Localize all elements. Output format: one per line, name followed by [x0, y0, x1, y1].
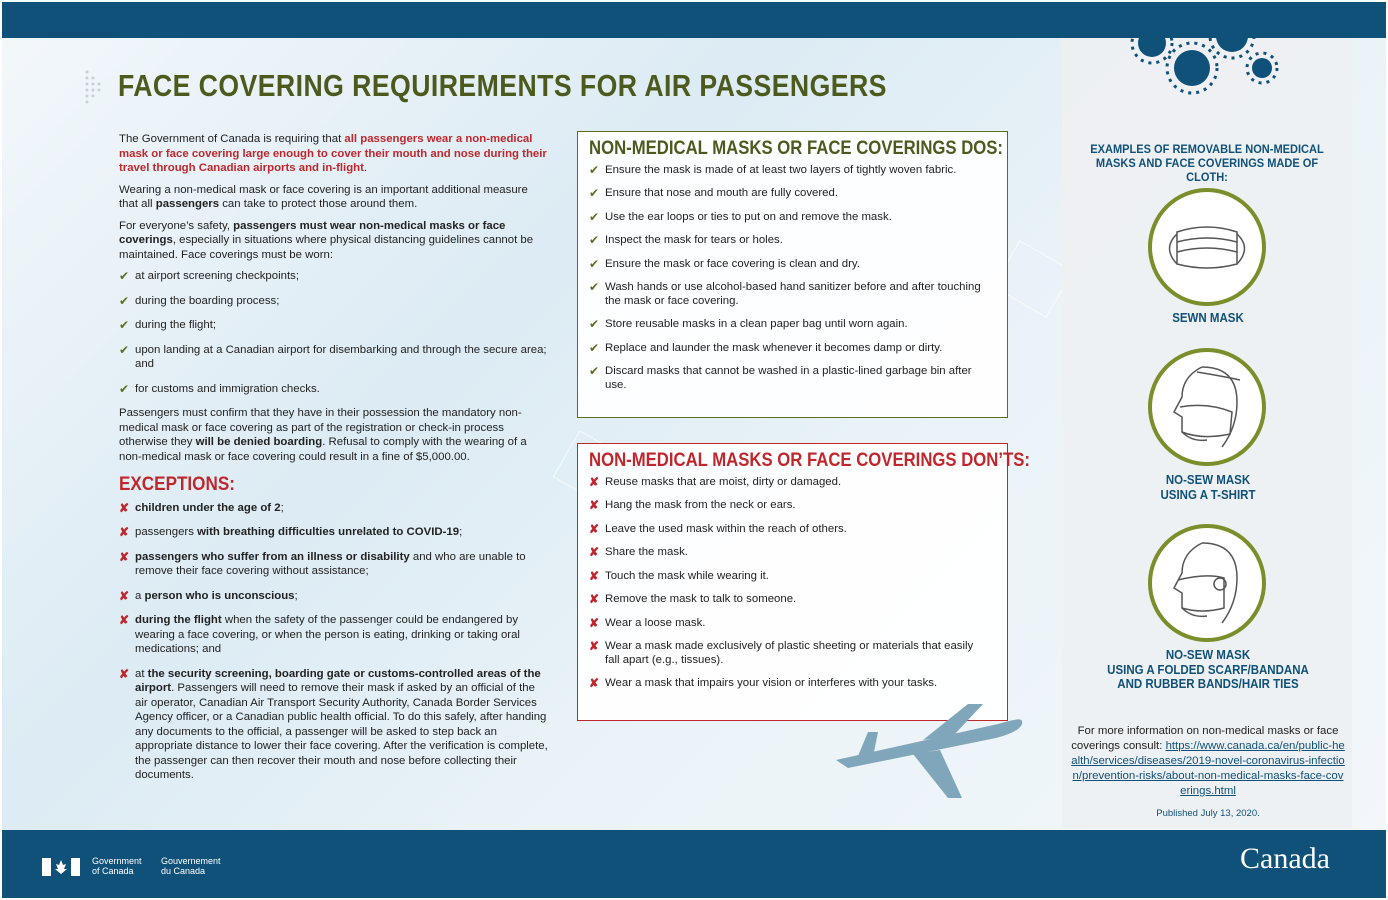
- text: a: [135, 589, 145, 602]
- more-info-link[interactable]: https://www.canada.ca/en/public-health/services/diseases/2019-novel-coronavirus-infection/prevention-risks/about-non-medical-masks-face-coverings.html: [1071, 740, 1345, 797]
- list-item: [589, 234, 987, 248]
- canada-flag-icon: [42, 858, 80, 876]
- caption-line: USING A FOLDED SCARF/BANDANA: [1107, 662, 1309, 677]
- published-date: Published July 13, 2020.: [1156, 808, 1260, 819]
- highlight-text: all passengers wear a non-medical mask or face covering large enough to cover their mouth and nose during their travel through Canadian airports and in-flight: [119, 133, 547, 174]
- list-item: [119, 269, 549, 284]
- sewn-mask-icon: [1152, 192, 1262, 302]
- list-item: [589, 342, 987, 356]
- page-title: FACE COVERING REQUIREMENTS FOR AIR PASSENGERS: [118, 68, 887, 103]
- dos-list: [589, 164, 987, 393]
- checkmark-icon: ✔: [119, 318, 130, 332]
- checkmark-icon: ✔: [589, 256, 600, 271]
- list-item: [119, 382, 549, 397]
- checkmark-icon: ✔: [119, 293, 130, 308]
- cross-icon: ✘: [589, 615, 600, 630]
- examples-heading: EXAMPLES OF REMOVABLE NON-MEDICAL MASKS AND FACE COVERINGS MADE OF CLOTH:: [1090, 142, 1324, 184]
- airplane-icon: [828, 702, 1028, 802]
- text: at: [135, 667, 148, 680]
- list-item: [589, 476, 987, 490]
- cross-icon: ✘: [589, 676, 600, 690]
- virus-icon: [1122, 8, 1282, 98]
- text: . Passengers will need to remove their mask if asked by an official of the air operator, Canadian Air Transport Security Authority, Canada Border Services Agency officer, or a Canadian public health official. To do this safely, after handing any documents to the official, a passenger will be asked to step back an appropriate distance to lower their face covering. After the verification is complete, the passenger can then recover their mouth and nose before collecting their documents.: [135, 682, 548, 781]
- bold-text: person who is unconscious: [144, 589, 295, 602]
- list-item: [119, 343, 549, 372]
- gov-signature-fr: [161, 856, 221, 876]
- text: . Refusal to comply with the wearing of a non-medical mask or face covering could result in a fine of $5,000.00.: [119, 436, 527, 463]
- more-info-text: For more information on non-medical masks or face coverings consult:: [1071, 725, 1339, 752]
- list-item-text: Remove the mask to talk to someone.: [605, 593, 797, 605]
- list-item-text: during the boarding process;: [135, 294, 280, 307]
- poster: [2, 2, 1386, 898]
- canada-wordmark: Canada: [1240, 842, 1330, 875]
- list-item: [589, 570, 987, 584]
- caption-line: NO-SEW MASK: [1165, 648, 1251, 662]
- checkmark-icon: ✔: [119, 342, 130, 357]
- text: when the safety of the passenger could be endangered by wearing a face covering, or when the person is eating, drinking or taking oral medications; and: [135, 614, 520, 655]
- list-item: [119, 667, 549, 783]
- bold-text: passengers: [155, 198, 220, 210]
- list-item: [119, 550, 549, 579]
- tshirt-mask-image: [1148, 348, 1266, 466]
- list-item-text: Wash hands or use alcohol-based hand sanitizer before and after touching the mask or face covering.: [605, 281, 981, 307]
- list-item: [589, 499, 987, 513]
- signature-line: Government: [92, 856, 142, 866]
- scarf-mask-image: [1148, 524, 1266, 642]
- checkmark-icon: ✔: [589, 280, 600, 294]
- list-item: [589, 318, 987, 332]
- list-item-text: Discard masks that cannot be washed in a plastic-lined garbage bin after use.: [605, 365, 972, 391]
- list-item: [589, 546, 987, 560]
- cross-icon: ✘: [119, 613, 130, 627]
- tshirt-mask-caption: [1079, 473, 1337, 502]
- signature-line: Gouvernement: [161, 856, 221, 866]
- list-item: [589, 187, 987, 201]
- confirm-paragraph: [119, 406, 549, 464]
- caption-line: NO-SEW MASK: [1165, 473, 1251, 487]
- scarf-mask-icon: [1152, 528, 1262, 638]
- donts-heading: NON-MEDICAL MASKS OR FACE COVERINGS DON’TS:: [589, 450, 1030, 471]
- list-item: [589, 281, 987, 308]
- gov-signature-en: [92, 856, 142, 876]
- list-item-text: Wear a mask made exclusively of plastic sheeting or materials that easily fall apart (e.g., tissues).: [605, 640, 974, 666]
- donts-box: [577, 443, 1030, 721]
- text: and who are unable to remove their face covering without assistance;: [135, 550, 526, 577]
- list-item: [119, 294, 549, 309]
- list-item-text: at airport screening checkpoints;: [135, 270, 299, 282]
- checkmark-icon: ✔: [589, 162, 600, 177]
- text: .: [363, 162, 368, 174]
- text: passengers: [135, 526, 198, 538]
- checkmark-icon: ✔: [589, 364, 600, 378]
- scarf-mask-caption: [1079, 648, 1337, 692]
- bold-text: with breathing difficulties unrelated to COVID-19: [197, 526, 460, 538]
- donts-list: [589, 476, 987, 691]
- text: Passengers must confirm that they have in their possession the mandatory non-medical mask or face covering as part of the registration or check-in process otherwise they: [119, 407, 522, 448]
- checkmark-icon: ✔: [589, 317, 600, 331]
- text: , especially in situations where physical distancing guidelines cannot be maintained. Face coverings must be worn:: [119, 234, 534, 261]
- list-item-text: Wear a mask that impairs your vision or interferes with your tasks.: [605, 677, 938, 689]
- cross-icon: ✘: [119, 500, 130, 515]
- bold-text: passengers who suffer from an illness or disability: [135, 550, 410, 563]
- list-item: [589, 211, 987, 225]
- list-item-text: for customs and immigration checks.: [135, 382, 320, 395]
- text: For everyone’s safety,: [119, 219, 234, 232]
- signature-line: of Canada: [92, 866, 134, 876]
- signature-line: du Canada: [161, 866, 206, 876]
- bold-text: will be denied boarding: [195, 436, 323, 448]
- list-item-text: Share the mask.: [605, 546, 688, 558]
- checkmark-icon: ✔: [589, 340, 600, 355]
- list-item: [589, 617, 987, 631]
- list-item: [119, 613, 549, 657]
- bold-text: children under the age of 2: [135, 501, 281, 514]
- cross-icon: ✘: [119, 549, 130, 564]
- list-item: [589, 593, 987, 607]
- tshirt-mask-icon: [1152, 352, 1262, 462]
- list-item-text: Ensure that nose and mouth are fully covered.: [605, 187, 839, 199]
- list-item-text: Touch the mask while wearing it.: [605, 569, 769, 582]
- list-item-text: Replace and launder the mask whenever it becomes damp or dirty.: [605, 341, 943, 354]
- list-item: [119, 525, 549, 540]
- cross-icon: ✘: [119, 588, 130, 603]
- text: ;: [294, 589, 298, 602]
- list-item-text: Inspect the mask for tears or holes.: [605, 234, 783, 246]
- checkmark-icon: ✔: [589, 233, 600, 247]
- bold-text: passengers must wear non-medical masks or face coverings: [119, 219, 506, 246]
- list-item: [589, 640, 987, 667]
- list-item-text: Use the ear loops or ties to put on and remove the mask.: [605, 210, 892, 223]
- list-item: [589, 365, 987, 392]
- exceptions-list: [119, 501, 549, 783]
- sewn-mask-caption: SEWN MASK: [1172, 311, 1244, 325]
- cross-icon: ✘: [589, 498, 600, 512]
- list-item: [589, 677, 987, 691]
- text: ;: [280, 501, 284, 514]
- list-item-text: Leave the used mask within the reach of others.: [605, 522, 847, 535]
- checkmark-icon: ✔: [119, 269, 130, 283]
- cross-icon: ✘: [589, 639, 600, 653]
- list-item-text: Ensure the mask or face covering is clean and dry.: [605, 257, 860, 270]
- list-item: [119, 318, 549, 333]
- checkmark-icon: ✔: [589, 186, 600, 200]
- requirements-column: [119, 132, 549, 793]
- cross-icon: ✘: [119, 525, 130, 539]
- list-item-text: upon landing at a Canadian airport for disembarking and through the secure area; and: [135, 343, 547, 370]
- exceptions-heading: EXCEPTIONS:: [119, 474, 235, 495]
- text: Wearing a non-medical mask or face covering is an important additional measure that all: [119, 183, 528, 210]
- text: can take to protect those around them.: [219, 198, 418, 210]
- bold-text: during the flight: [135, 614, 222, 626]
- intro-paragraph: [119, 132, 549, 176]
- text: ;: [459, 526, 463, 538]
- cross-icon: ✘: [589, 545, 600, 559]
- worn-list: [119, 269, 549, 396]
- cross-icon: ✘: [119, 666, 130, 681]
- chevron-right-icon: [84, 68, 106, 106]
- list-item-text: Store reusable masks in a clean paper bag until worn again.: [605, 318, 908, 330]
- cross-icon: ✘: [589, 592, 600, 606]
- list-item-text: Hang the mask from the neck or ears.: [605, 499, 796, 511]
- text: The Government of Canada is requiring that: [119, 133, 345, 145]
- cross-icon: ✘: [589, 568, 600, 583]
- more-info: [1070, 724, 1346, 799]
- safety-paragraph: [119, 219, 549, 263]
- checkmark-icon: ✔: [589, 209, 600, 224]
- list-item-text: Ensure the mask is made of at least two layers of tightly woven fabric.: [605, 163, 957, 176]
- dos-heading: NON-MEDICAL MASKS OR FACE COVERINGS DOS:: [589, 138, 1004, 159]
- list-item: [589, 258, 987, 272]
- sewn-mask-image: [1148, 188, 1266, 306]
- list-item: [119, 501, 549, 516]
- caption-line: AND RUBBER BANDS/HAIR TIES: [1117, 677, 1299, 691]
- caption-line: USING A T-SHIRT: [1160, 487, 1256, 502]
- dos-box: [577, 131, 1008, 418]
- cross-icon: ✘: [589, 521, 600, 536]
- list-item-text: during the flight;: [135, 319, 217, 331]
- list-item: [589, 164, 987, 178]
- list-item-text: Wear a loose mask.: [605, 616, 706, 629]
- list-item-text: Reuse masks that are moist, dirty or damaged.: [605, 475, 842, 488]
- list-item: [589, 523, 987, 537]
- list-item: [119, 589, 549, 604]
- importance-paragraph: [119, 183, 549, 212]
- checkmark-icon: ✔: [119, 381, 130, 396]
- cross-icon: ✘: [589, 474, 600, 489]
- bold-text: the security screening, boarding gate or customs-controlled areas of the airport: [135, 667, 541, 694]
